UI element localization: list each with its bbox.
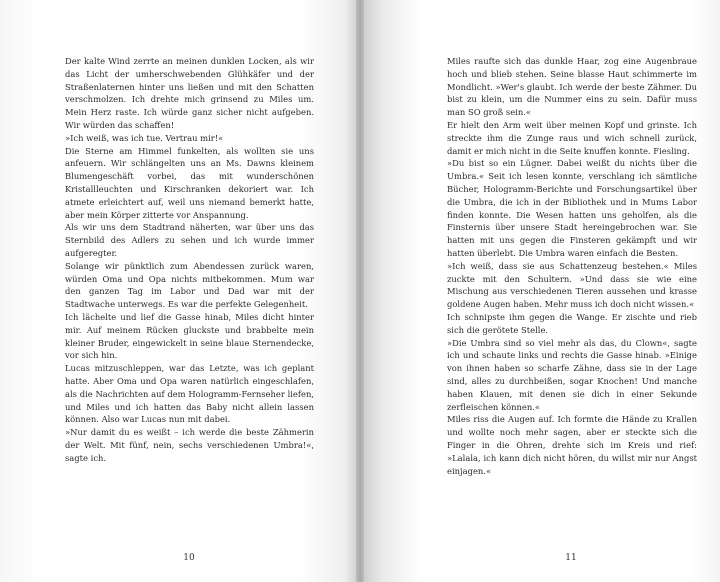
- paragraph: Die Sterne am Himmel funkelten, als wollten sie uns anfeuern. Wir schlängelten uns an Ms. Dawns kleinem Blumengeschäft vorbei, das mit wunderschönen Kristallleuchten und Kirschranken dekoriert war. Ich atmete erleichtert auf, weil uns niemand bemerkt hatte, aber mein Körper zitterte vor Anspannung.: [65, 145, 314, 220]
- right-page: [360, 0, 720, 582]
- paragraph: »Nur damit du es weißt – ich werde die beste Zähmerin der Welt. Mit fünf, nein, sechs verschiedenen Umbra!«, sagte ich.: [65, 427, 314, 463]
- paragraph: Ich schnipste ihm gegen die Wange. Er zischte und rieb sich die gerötete Stelle.: [447, 311, 697, 335]
- paragraph: Ich lächelte und lief die Gasse hinab, Miles dicht hinter mir. Auf meinem Rücken gluckste und brabbelte mein kleiner Bruder, eingewickelt in seine blaue Sternendecke, vor sich hin.: [65, 311, 314, 361]
- paragraph: Solange wir pünktlich zum Abendessen zurück waren, würden Oma und Opa nichts mitbekommen. Mum war den ganzen Tag im Labor und Dad war mit der Stadtwache unterwegs. Es war die perfekte Gelegenheit.: [65, 260, 314, 310]
- paragraph: »Du bist so ein Lügner. Dabei weißt du nichts über die Umbra.« Seit ich lesen konnte, verschlang ich sämtliche Bücher, Hologramm-Berichte und Forschungsartikel über die Umbra, die ich in der Bibliothek und in Mums Labor finden konnte. Die Wesen hatten uns geholfen, als die Finsternis über unsere Stadt hereingebrochen war. Sie hatten mit uns gegen die Finsteren gekämpft und wir hatten überlebt. Die Umbra waren einfach die Besten.: [447, 158, 697, 258]
- paragraph: »Die Umbra sind so viel mehr als das, du Clown«, sagte ich und schaute links und rechts die Gasse hinab. »Einige von ihnen haben so scharfe Zähne, dass sie in der Lage sind, alles zu durchbeißen, sogar Knochen! Und manche haben Klauen, mit denen sie dich in einer Sekunde zerfleischen können.«: [447, 337, 697, 412]
- paragraph: Miles raufte sich das dunkle Haar, zog eine Augenbraue hoch und blieb stehen. Seine blasse Haut schimmerte im Mondlicht. »Wer's glaubt. Ich werde der beste Zähmer. Du bist zu klein, um die Nummer eins zu sein. Dafür muss man SO groß sein.«: [447, 56, 697, 118]
- right-page-text: [447, 55, 697, 477]
- paragraph: »Ich weiß, was ich tue. Vertrau mir!«: [65, 132, 224, 143]
- paragraph: Lucas mitzuschleppen, war das Letzte, was ich geplant hatte. Aber Oma und Opa waren natürlich eingeschlafen, als die Nachrichten auf dem Hologramm-Fernseher liefen, und Miles und ich hatten das Baby nicht allein lassen können. Also war Lucas nun mit dabei.: [65, 363, 314, 425]
- paragraph: Der kalte Wind zerrte an meinen dunklen Locken, als wir das Licht der umherschwebenden Glühkäfer und der Straßenlaternen hinter uns ließen und mit den Schatten verschmolzen. Ich drehte mich grinsend zu Miles um. Mein Herz raste. Ich würde ganz sicher nicht aufgeben. Wir würden das schaffen!: [65, 56, 314, 130]
- book-gutter: [356, 0, 364, 582]
- paragraph: »Ich weiß, dass sie aus Schattenzeug bestehen.« Miles zuckte mit den Schultern. »Und dass sie wie eine Mischung aus verschiedenen Tieren aussehen und krasse goldene Augen haben. Mehr muss ich doch nicht wissen.«: [447, 260, 697, 310]
- paragraph: Er hielt den Arm weit über meinen Kopf und grinste. Ich streckte ihm die Zunge raus und wich schnell zurück, damit er mich nicht in die Seite knuffen konnte. Fiesling.: [447, 119, 697, 156]
- paragraph: Als wir uns dem Stadtrand näherten, war über uns das Sternbild des Adlers zu sehen und ich wurde immer aufgeregter.: [65, 222, 314, 258]
- page-number-left: 10: [183, 553, 195, 563]
- paragraph: Miles riss die Augen auf. Ich formte die Hände zu Krallen und wollte noch mehr sagen, aber er steckte sich die Finger in die Ohren, drehte sich im Kreis und rief: »Lalala, ich kann dich nicht hören, du willst mir nur Angst einjagen.«: [447, 414, 697, 476]
- page-number-right: 11: [565, 553, 577, 563]
- left-page-text: [65, 55, 314, 465]
